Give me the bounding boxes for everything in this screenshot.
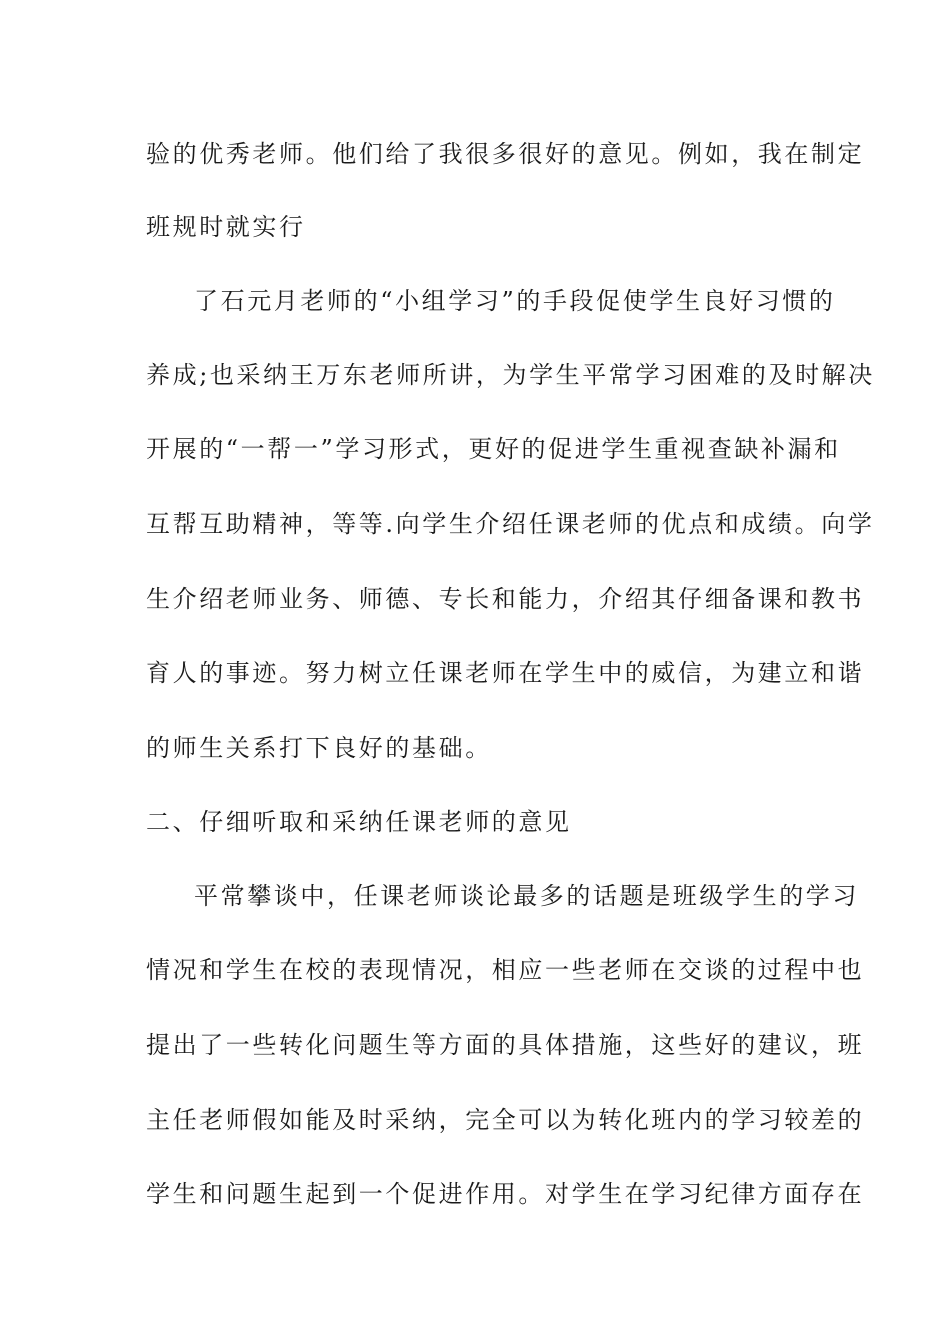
text-line-15: 学生和问题生起到一个促进作用。对学生在学习纪律方面存在 bbox=[146, 1180, 865, 1208]
text-line-4: 养成;也采纳王万东老师所讲，为学生平常学习困难的及时解决 bbox=[146, 361, 875, 389]
section-heading: 二、仔细听取和采纳任课老师的意见 bbox=[146, 808, 572, 836]
text-line-14: 主任老师假如能及时采纳，完全可以为转化班内的学习较差的 bbox=[146, 1106, 865, 1134]
text-line-5: 开展的“一帮一”学习形式，更好的促进学生重视查缺补漏和 bbox=[146, 435, 841, 463]
text-line-7: 生介绍老师业务、师德、专长和能力，介绍其仔细备课和教书 bbox=[146, 585, 865, 613]
text-line-12: 情况和学生在校的表现情况，相应一些老师在交谈的过程中也 bbox=[146, 956, 865, 984]
text-line-8: 育人的事迹。努力树立任课老师在学生中的威信，为建立和谐 bbox=[146, 659, 865, 687]
text-line-9: 的师生关系打下良好的基础。 bbox=[146, 734, 492, 762]
text-line-6: 互帮互助精神，等等.向学生介绍任课老师的优点和成绩。向学 bbox=[146, 510, 875, 538]
paragraph-start-line: 平常攀谈中，任课老师谈论最多的话题是班级学生的学习 bbox=[194, 882, 859, 910]
text-line-13: 提出了一些转化问题生等方面的具体措施，这些好的建议，班 bbox=[146, 1031, 865, 1059]
text-line-2: 班规时就实行 bbox=[146, 213, 306, 241]
paragraph-start-line: 了石元月老师的“小组学习”的手段促使学生良好习惯的 bbox=[194, 287, 836, 315]
text-line-1: 验的优秀老师。他们给了我很多很好的意见。例如，我在制定 bbox=[146, 140, 865, 168]
